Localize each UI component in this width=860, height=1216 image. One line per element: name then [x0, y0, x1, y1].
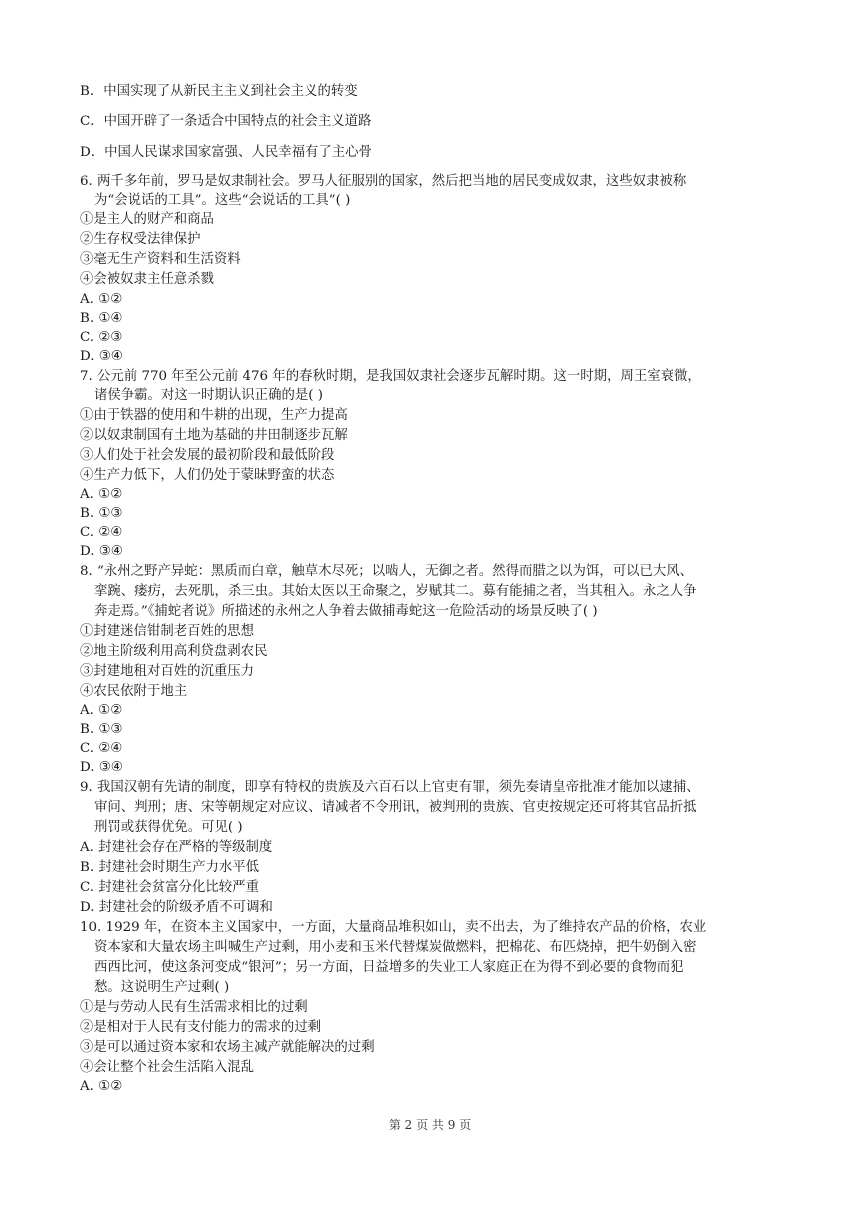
- choice-b: B. ①③: [80, 506, 123, 521]
- choice-a: A. ①②: [80, 703, 123, 718]
- choice-a: A. ①②: [80, 487, 123, 502]
- choice-d: D. ③④: [80, 760, 123, 775]
- statement-item: ①是主人的财产和商品: [80, 212, 214, 227]
- question-stem: 8. “永州之野产异蛇：黑质而白章，触草木尽死；以啮人，无御之者。然得而腊之以为饵，可以已大风、: [80, 564, 694, 579]
- statement-item: ①封建迷信钳制老百姓的思想: [80, 624, 255, 639]
- choice-b: B. ①③: [80, 722, 123, 737]
- question-stem: 诸侯争霸。对这一时期认识正确的是( ): [94, 388, 323, 403]
- question-stem: 为“会说话的工具”。这些“会说话的工具”( ): [94, 193, 351, 208]
- question-stem: 刑罚或获得优免。可见( ): [94, 820, 243, 835]
- question-stem: 9. 我国汉朝有先请的制度，即享有特权的贵族及六百石以上官吏有罪，须先奏请皇帝批准才能加以逮捕、: [80, 780, 700, 795]
- question-stem: 10. 1929 年，在资本主义国家中，一方面，大量商品堆积如山，卖不出去，为了维持农产品的价格，农业: [80, 920, 707, 935]
- option-c: C．中国开辟了一条适合中国特点的社会主义道路: [80, 114, 372, 129]
- question-stem: 审问、判刑；唐、宋等朝规定对应议、请减者不令刑讯，被判刑的贵族、官吏按规定还可将其官品折抵: [94, 800, 697, 815]
- statement-item: ③人们处于社会发展的最初阶段和最低阶段: [80, 448, 335, 463]
- option-d: D．中国人民谋求国家富强、人民幸福有了主心骨: [80, 145, 372, 160]
- statement-item: ②生存权受法律保护: [80, 232, 201, 247]
- choice-c: C. 封建社会贫富分化比较严重: [80, 880, 259, 895]
- choice-a: A. 封建社会存在严格的等级制度: [80, 840, 273, 855]
- statement-item: ②地主阶级利用高利贷盘剥农民: [80, 644, 268, 659]
- choice-c: C. ②④: [80, 525, 123, 540]
- question-stem: 西西比河，使这条河变成“银河”；另一方面，日益增多的失业工人家庭正在为得不到必要的食物而犯: [94, 960, 684, 975]
- statement-item: ③封建地租对百姓的沉重压力: [80, 664, 255, 679]
- question-stem: 愁。这说明生产过剩( ): [94, 980, 230, 995]
- statement-item: ②是相对于人民有支付能力的需求的过剩: [80, 1020, 322, 1035]
- choice-b: B. 封建社会时期生产力水平低: [80, 860, 260, 875]
- option-b: B．中国实现了从新民主主义到社会主义的转变: [80, 84, 358, 99]
- statement-item: ①是与劳动人民有生活需求相比的过剩: [80, 1000, 308, 1015]
- question-stem: 6. 两千多年前，罗马是奴隶制社会。罗马人征服别的国家，然后把当地的居民变成奴隶，这些奴隶被称: [80, 174, 687, 189]
- statement-item: ④生产力低下，人们仍处于蒙昧野蛮的状态: [80, 468, 335, 483]
- choice-c: C. ②④: [80, 741, 123, 756]
- choice-a: A. ①②: [80, 1079, 123, 1094]
- statement-item: ④会被奴隶主任意杀戮: [80, 272, 214, 287]
- statement-item: ④农民依附于地主: [80, 684, 188, 699]
- choice-a: A. ①②: [80, 292, 123, 307]
- choice-c: C. ②③: [80, 330, 123, 345]
- choice-d: D. 封建社会的阶级矛盾不可调和: [80, 900, 273, 915]
- choice-d: D. ③④: [80, 544, 123, 559]
- statement-item: ③毫无生产资料和生活资料: [80, 252, 241, 267]
- question-stem: 7. 公元前 770 年至公元前 476 年的春秋时期，是我国奴隶社会逐步瓦解时期。这一时期，周王室衰微，: [80, 369, 701, 384]
- choice-b: B. ①④: [80, 311, 123, 326]
- statement-item: ②以奴隶制国有土地为基础的井田制逐步瓦解: [80, 428, 348, 443]
- statement-item: ①由于铁器的使用和牛耕的出现，生产力提高: [80, 408, 348, 423]
- statement-item: ④会让整个社会生活陷入混乱: [80, 1060, 255, 1075]
- statement-item: ③是可以通过资本家和农场主减产就能解决的过剩: [80, 1040, 375, 1055]
- question-stem: 奔走焉。”《捕蛇者说》所描述的永州之人争着去做捕毒蛇这一危险活动的场景反映了( ): [94, 604, 598, 619]
- choice-d: D. ③④: [80, 349, 123, 364]
- question-stem: 挛踠、瘘疠，去死肌，杀三虫。其始太医以王命聚之，岁赋其二。募有能捕之者，当其租入。永之人争: [94, 584, 697, 599]
- page-number: 第 2 页 共 9 页: [388, 1118, 472, 1132]
- question-stem: 资本家和大量农场主叫喊生产过剩，用小麦和玉米代替煤炭做燃料，把棉花、布匹烧掉，把牛奶倒入密: [94, 940, 697, 955]
